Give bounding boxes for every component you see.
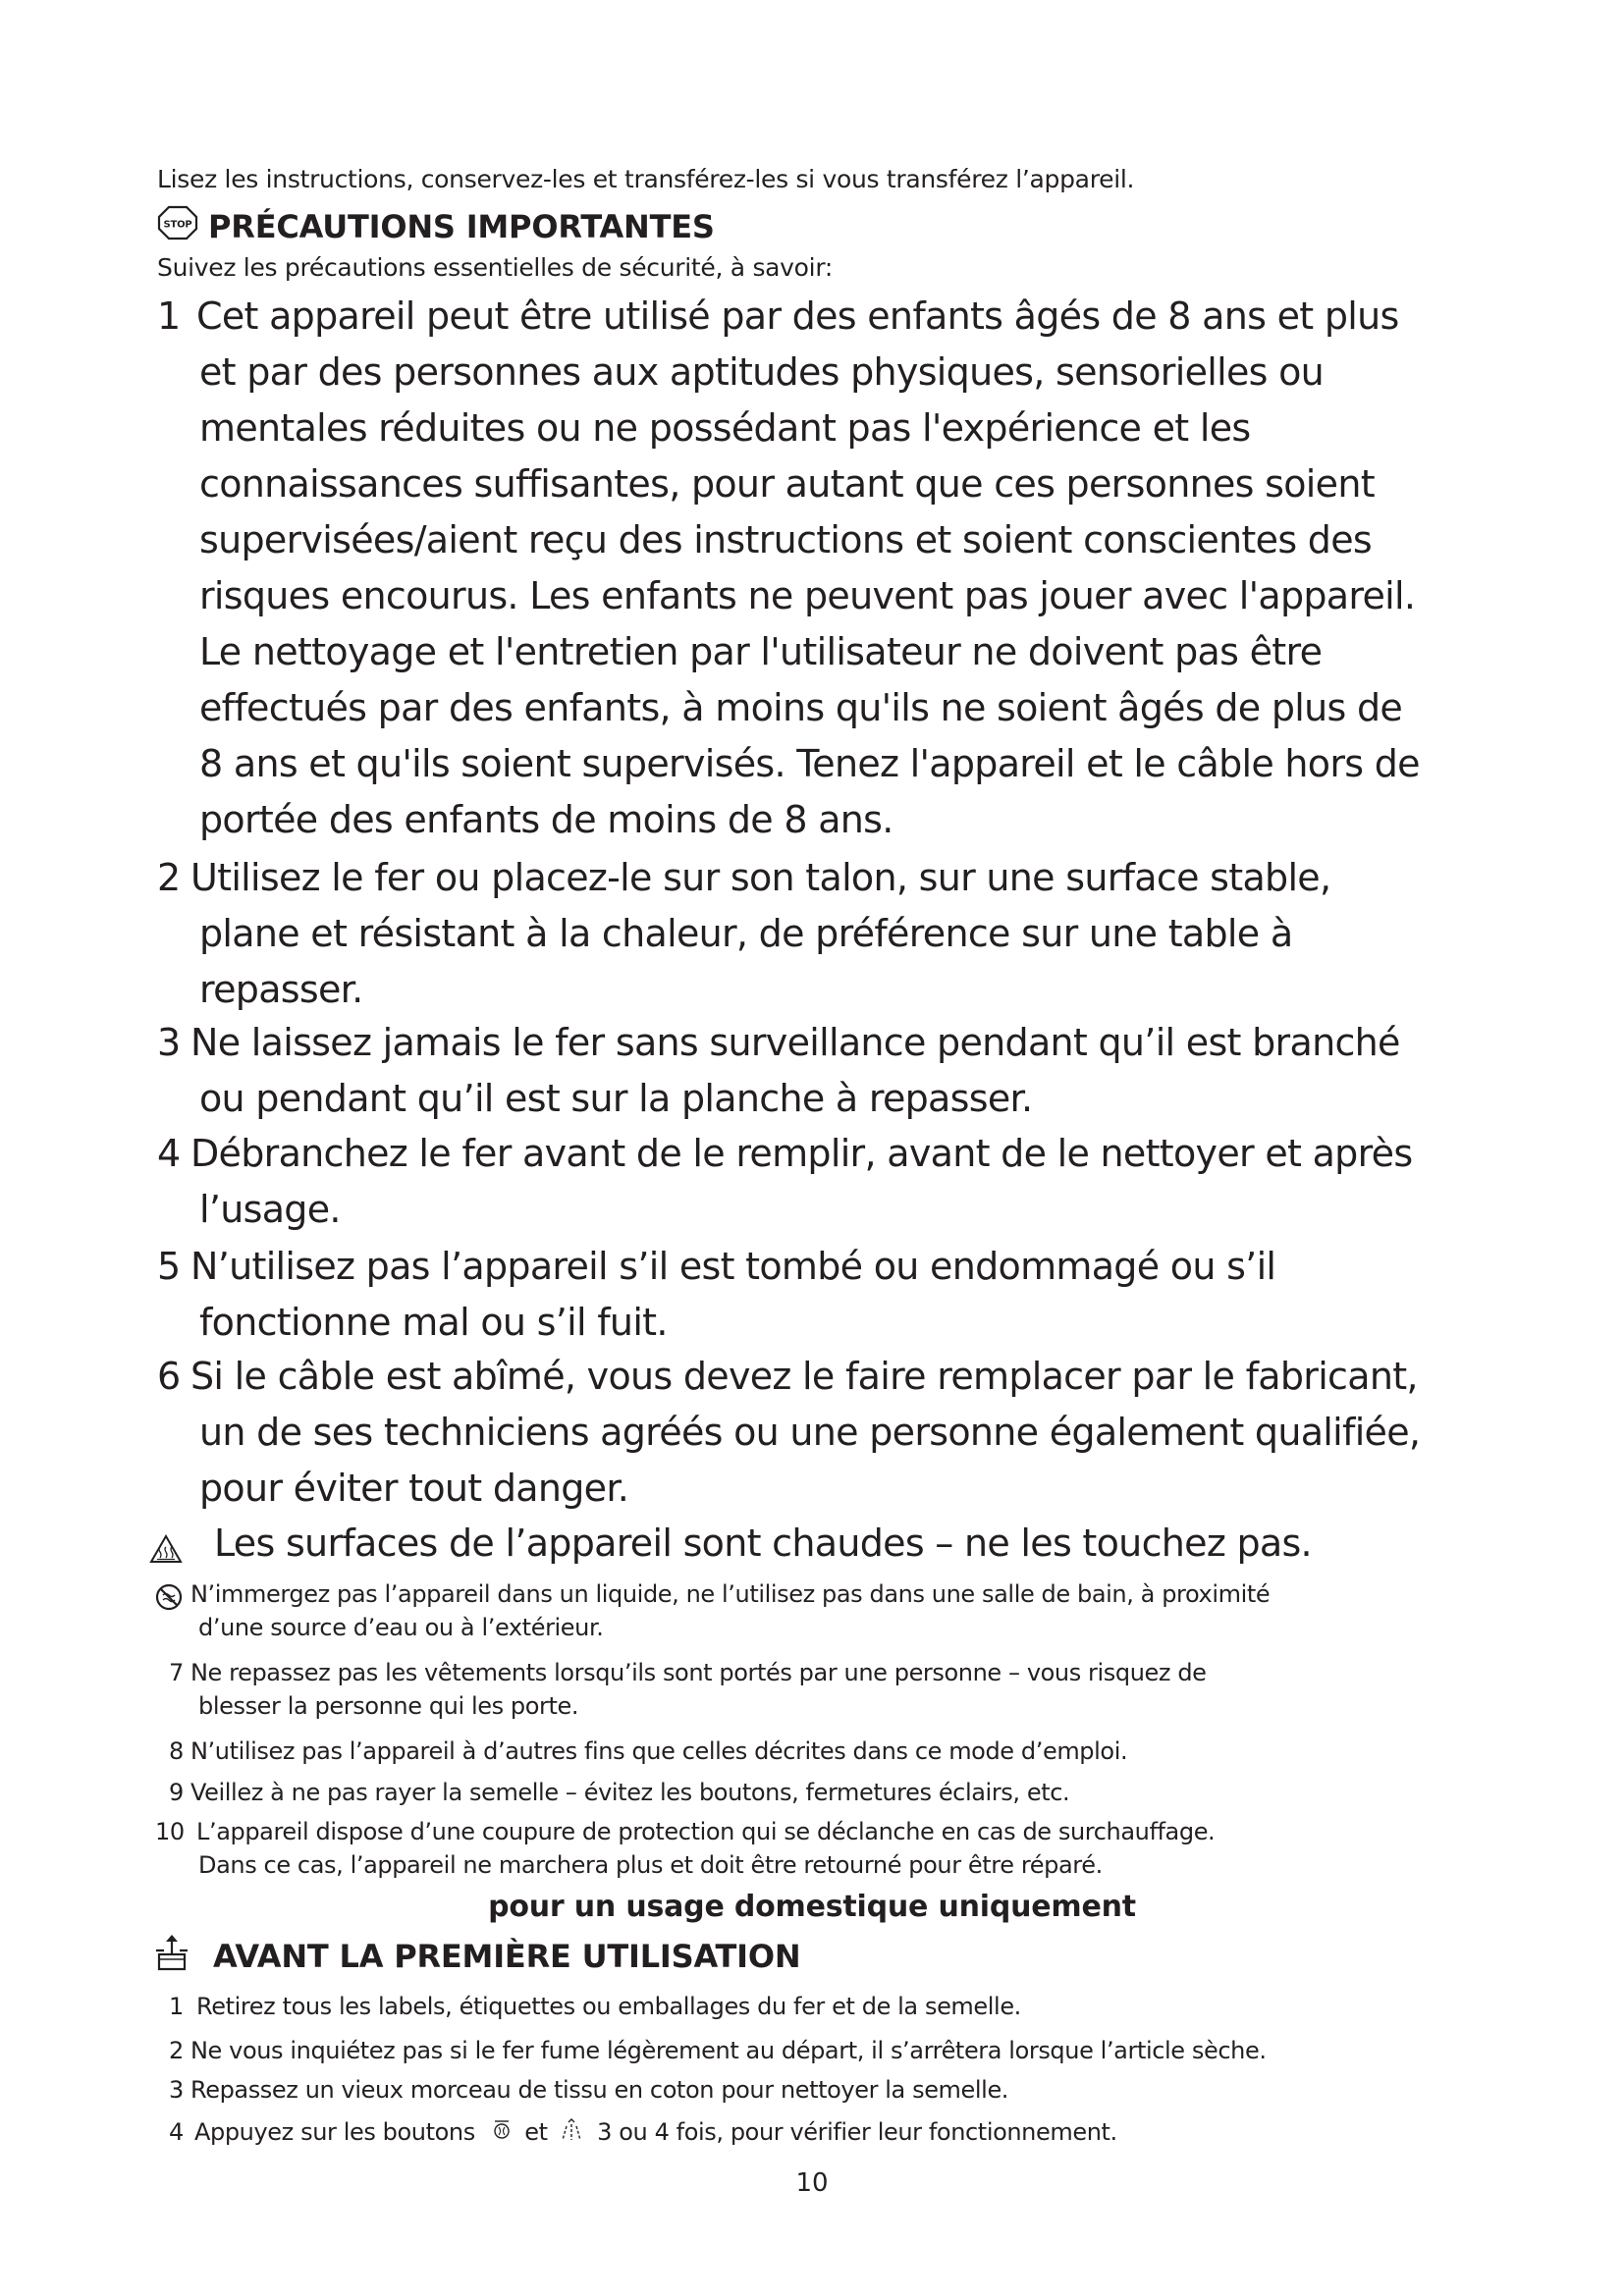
item-text-part: 3 ou 4 fois, pour vérifier leur fonctionnement.: [597, 2118, 1117, 2146]
item-line: connaissances suffisantes, pour autant que ces personnes soient: [199, 462, 1375, 506]
item-line: [194, 2118, 1117, 2148]
item-number: 8: [169, 1737, 184, 1765]
item-line: Débranchez le fer avant de le remplir, avant de le nettoyer et après: [190, 1132, 1413, 1175]
item-line: et par des personnes aux aptitudes physiques, sensorielles ou: [199, 350, 1325, 394]
before-first-use-heading: [152, 1938, 800, 1975]
item-number: 4: [157, 1132, 181, 1175]
item-line: Retirez tous les labels, étiquettes ou emballages du fer et de la semelle.: [196, 1993, 1021, 2020]
item-line: Ne repassez pas les vêtements lorsqu’ils sont portés par une personne – vous risquez de: [190, 1659, 1207, 1686]
precautions-title: PRÉCAUTIONS IMPORTANTES: [208, 208, 715, 245]
item-line: blesser la personne qui les porte.: [198, 1692, 579, 1720]
item-text-part: et: [524, 2118, 548, 2146]
item-line: Dans ce cas, l’appareil ne marchera plus et doit être retourné pour être réparé.: [198, 1851, 1103, 1879]
hot-surface-warning-text: Les surfaces de l’appareil sont chaudes – ne les touchez pas.: [214, 1522, 1312, 1565]
item-line: Ne laissez jamais le fer sans surveillance pendant qu’il est branché: [190, 1021, 1400, 1064]
item-number: 5: [157, 1245, 181, 1288]
item-line: L’appareil dispose d’une coupure de protection qui se déclanche en cas de surchauffage.: [196, 1818, 1216, 1845]
item-line: risques encourus. Les enfants ne peuvent pas jouer avec l'appareil.: [199, 574, 1416, 617]
item-line: un de ses techniciens agréés ou une personne également qualifiée,: [199, 1411, 1421, 1454]
item-number: 10: [155, 1818, 185, 1845]
stop-icon: [157, 205, 198, 248]
before-first-use-title: AVANT LA PREMIÈRE UTILISATION: [213, 1938, 801, 1975]
item-number: 2: [157, 856, 181, 899]
item-number: 3: [157, 1021, 181, 1064]
steam-shot-button-icon: [559, 2118, 584, 2148]
item-line: Si le câble est abîmé, vous devez le faire remplacer par le fabricant,: [190, 1355, 1418, 1398]
intro-text: Lisez les instructions, conservez-les et transférez-les si vous transférez l’appareil.: [157, 165, 1135, 193]
item-line: ou pendant qu’il est sur la planche à repasser.: [199, 1077, 1033, 1120]
item-line: pour éviter tout danger.: [199, 1467, 629, 1510]
item-line: N’utilisez pas l’appareil s’il est tombé ou endommagé ou s’il: [190, 1245, 1276, 1288]
item-number: 9: [169, 1779, 184, 1806]
item-line: mentales réduites ou ne possédant pas l'expérience et les: [199, 406, 1251, 450]
item-number: 4: [169, 2118, 184, 2146]
item-line: Veillez à ne pas rayer la semelle – évitez les boutons, fermetures éclairs, etc.: [190, 1779, 1070, 1806]
item-line: Repassez un vieux morceau de tissu en coton pour nettoyer la semelle.: [190, 2076, 1009, 2104]
item-number: 1: [169, 1993, 184, 2020]
item-line: N’utilisez pas l’appareil à d’autres fins que celles décrites dans ce mode d’emploi.: [190, 1737, 1128, 1765]
hot-surface-warning-icon: [149, 1529, 183, 1573]
page-number: 10: [795, 2168, 829, 2198]
item-line: Cet appareil peut être utilisé par des enfants âgés de 8 ans et plus: [196, 294, 1399, 338]
item-number: 2: [169, 2037, 184, 2064]
unpack-box-icon: [152, 1933, 191, 1980]
spray-button-icon: [490, 2118, 514, 2148]
item-text-part: Appuyez sur les boutons: [194, 2118, 475, 2146]
item-number: 1: [157, 294, 181, 338]
item-number: 3: [169, 2076, 184, 2104]
item-line: l’usage.: [199, 1188, 341, 1231]
no-immersion-line: N’immergez pas l’appareil dans un liquide, ne l’utilisez pas dans une salle de bain, à proximité: [190, 1580, 1271, 1608]
no-immersion-line: d’une source d’eau ou à l’extérieur.: [198, 1614, 604, 1641]
item-line: plane et résistant à la chaleur, de préférence sur une table à: [199, 912, 1293, 955]
item-line: Utilisez le fer ou placez-le sur son talon, sur une surface stable,: [190, 856, 1331, 899]
item-number: 7: [169, 1659, 184, 1686]
item-line: fonctionne mal ou s’il fuit.: [199, 1301, 668, 1344]
item-line: 8 ans et qu'ils soient supervisés. Tenez l'appareil et le câble hors de: [199, 742, 1420, 785]
precautions-subtitle: Suivez les précautions essentielles de sécurité, à savoir:: [157, 253, 833, 282]
item-line: repasser.: [199, 968, 363, 1011]
precautions-heading: [157, 208, 715, 245]
item-line: effectués par des enfants, à moins qu'ils ne soient âgés de plus de: [199, 686, 1403, 729]
item-line: supervisées/aient reçu des instructions et soient conscientes des: [199, 518, 1372, 561]
domestic-use-note: pour un usage domestique uniquement: [488, 1890, 1136, 1924]
no-immersion-warning: [155, 1580, 1530, 1641]
svg-text:STOP: STOP: [163, 219, 192, 231]
no-immersion-icon: [155, 1583, 183, 1617]
item-line: Ne vous inquiétez pas si le fer fume légèrement au départ, il s’arrêtera lorsque l’article sèche.: [190, 2037, 1267, 2064]
item-line: portée des enfants de moins de 8 ans.: [199, 798, 893, 841]
item-line: Le nettoyage et l'entretien par l'utilisateur ne doivent pas être: [199, 630, 1323, 673]
item-number: 6: [157, 1355, 181, 1398]
